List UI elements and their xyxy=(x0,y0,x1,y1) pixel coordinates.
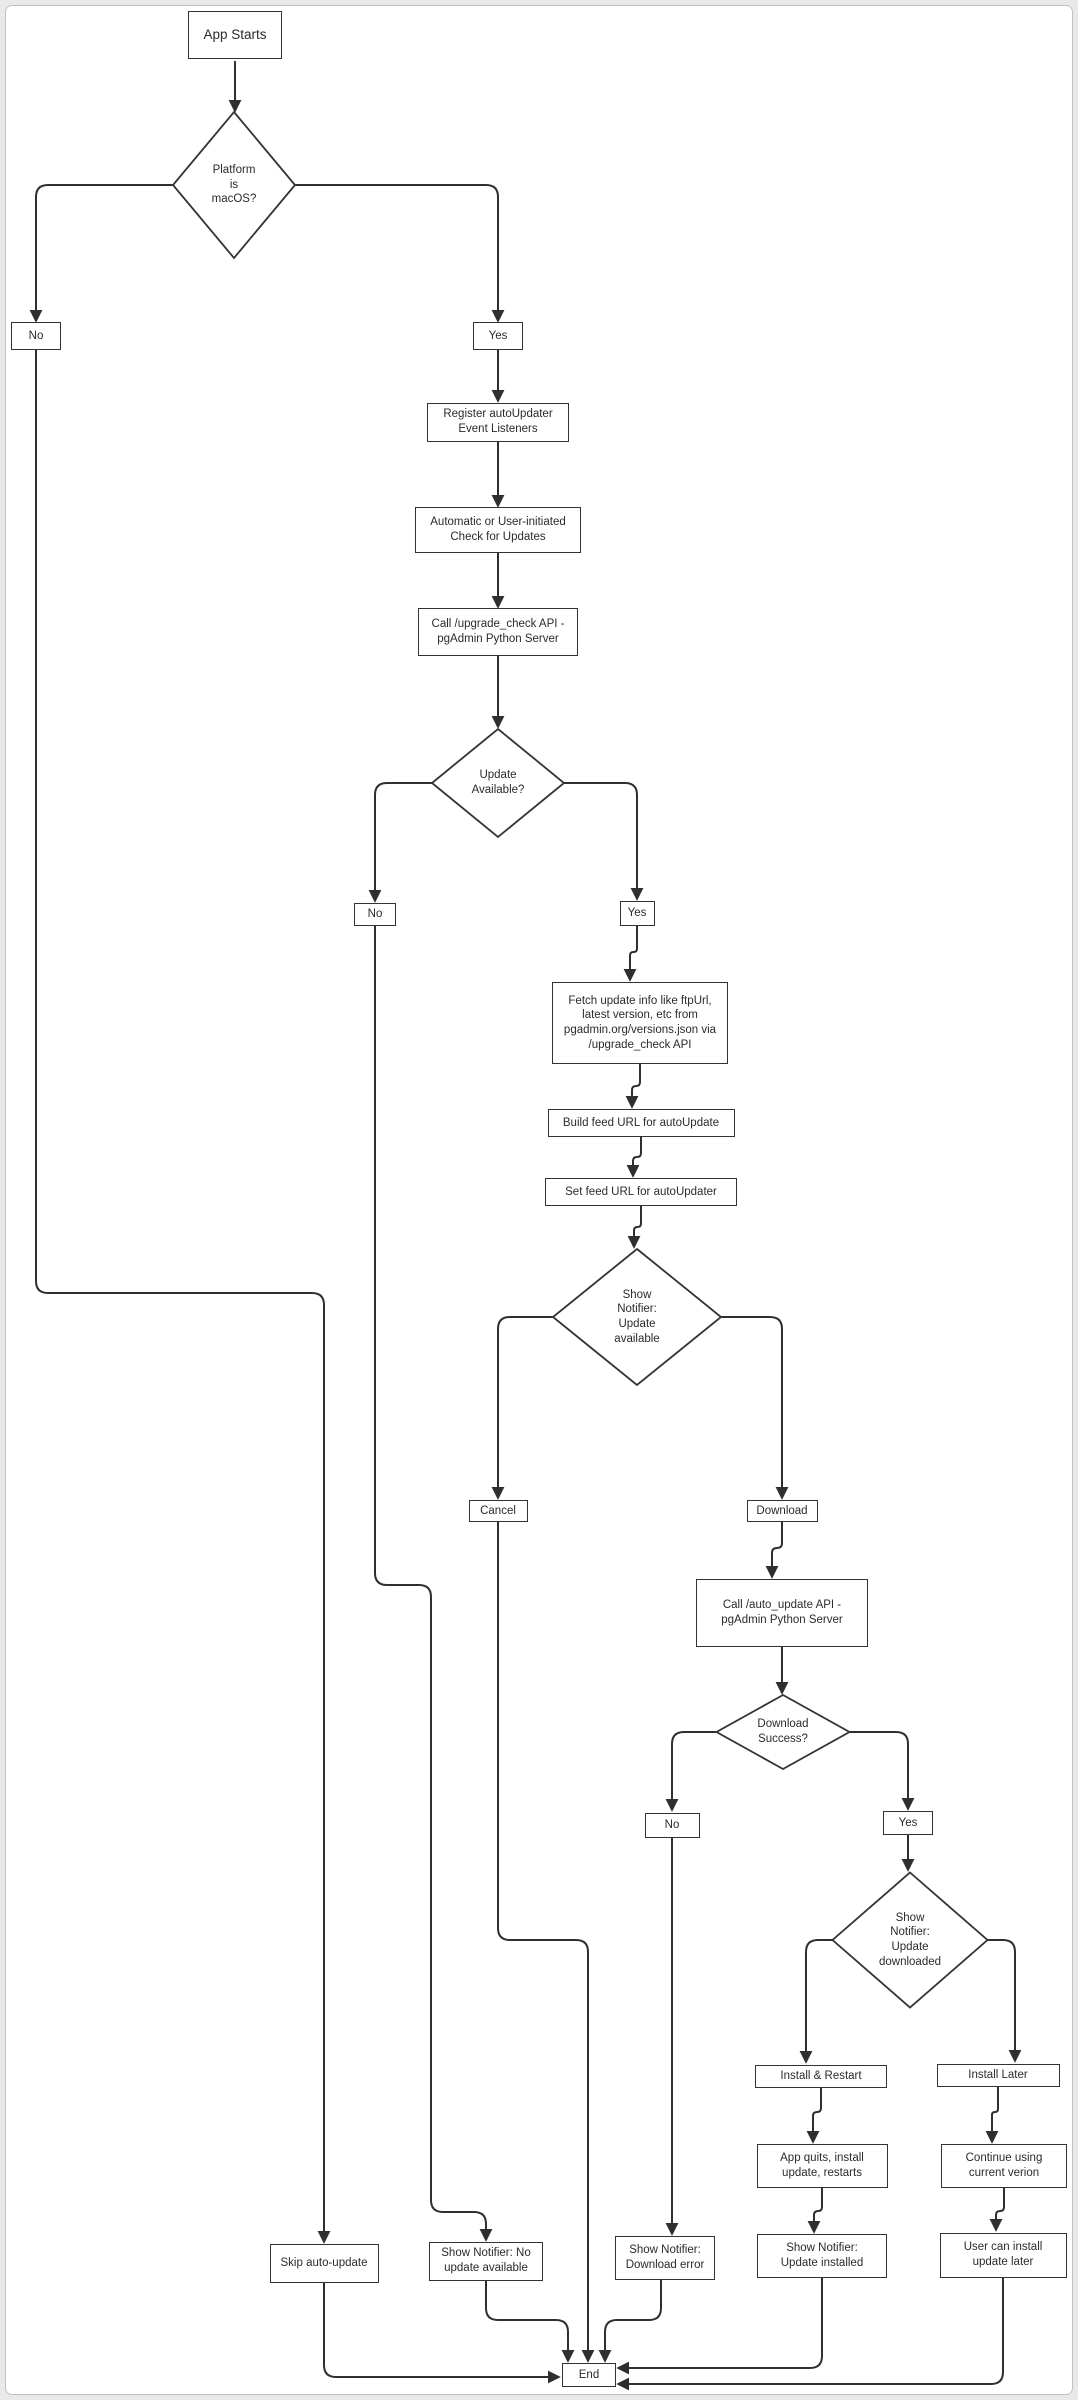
decision-download-success xyxy=(717,1695,850,1769)
node-label-yes-platform xyxy=(473,322,523,350)
node-label-line: Call /auto_update API - xyxy=(722,1599,842,1612)
node-label-line: Update xyxy=(618,1318,656,1330)
node-label-line: Platform xyxy=(212,163,256,176)
node-label-line: No xyxy=(28,329,44,342)
node-app-quits-restarts xyxy=(757,2144,888,2188)
node-label-line: Call /upgrade_check API - xyxy=(431,618,565,631)
node-label-line: pgAdmin Python Server xyxy=(437,633,559,645)
node-call-auto-update-api xyxy=(696,1579,868,1647)
node-label-no-update xyxy=(354,903,396,926)
node-label-line: Success? xyxy=(758,1733,808,1745)
node-label-line: Update installed xyxy=(780,2257,864,2269)
node-label-yes-download xyxy=(883,1811,933,1835)
node-label-line: Update xyxy=(479,769,517,782)
node-label-no-platform xyxy=(11,322,61,350)
node-label-line: Show Notifier: xyxy=(629,2244,701,2257)
node-label-line: update later xyxy=(972,2256,1034,2268)
decision-show-notifier-update-available xyxy=(553,1249,721,1385)
node-label-line: update, restarts xyxy=(782,2167,862,2179)
node-label-line: latest version, etc from xyxy=(582,1009,698,1022)
node-label-line: Yes xyxy=(627,906,647,919)
node-label-line: update available xyxy=(444,2262,528,2274)
node-call-upgrade-check-api xyxy=(418,608,578,656)
node-check-for-updates xyxy=(415,507,581,553)
node-label-line: Fetch update info like ftpUrl, xyxy=(568,994,712,1007)
node-label-line: Event Listeners xyxy=(458,423,538,435)
node-label-line: Notifier: xyxy=(890,1926,930,1939)
node-end xyxy=(562,2363,616,2387)
node-label-line: Skip auto-update xyxy=(280,2256,368,2269)
node-install-and-restart xyxy=(755,2065,887,2088)
node-label-line: Automatic or User-initiated xyxy=(430,516,566,529)
node-label-line: App Starts xyxy=(203,27,267,43)
node-label-line: Yes xyxy=(898,1816,918,1829)
node-label-line: Download xyxy=(757,1718,809,1731)
node-fetch-update-info xyxy=(552,982,728,1064)
node-label-line: available xyxy=(614,1332,660,1345)
node-register-autoupdater-listeners xyxy=(427,403,569,442)
node-label-line: Build feed URL for autoUpdate xyxy=(562,1116,720,1129)
node-label-line: Download xyxy=(756,1504,808,1517)
node-label-line: Register autoUpdater xyxy=(443,408,553,421)
node-label-line: Cancel xyxy=(480,1504,516,1517)
node-label-line: Check for Updates xyxy=(450,531,546,543)
node-label-line: No xyxy=(664,1818,680,1831)
node-label-line: User can install xyxy=(963,2241,1043,2254)
node-label-line: Show Notifier: No xyxy=(441,2247,531,2260)
node-label-line: Notifier: xyxy=(617,1303,657,1316)
node-label-line: downloaded xyxy=(878,1955,942,1968)
node-build-feed-url xyxy=(548,1109,735,1137)
node-label-line: pgadmin.org/versions.json via xyxy=(563,1024,717,1036)
node-label-line: Show xyxy=(622,1288,652,1301)
node-label-line: Continue using xyxy=(965,2152,1043,2165)
node-show-notifier-no-update xyxy=(429,2242,543,2281)
node-label-line: End xyxy=(578,2368,600,2381)
node-label-line: Download error xyxy=(625,2259,705,2271)
node-user-can-install-later xyxy=(940,2233,1067,2278)
decision-update-available xyxy=(432,729,564,837)
node-label-line: Available? xyxy=(471,784,525,796)
node-install-later xyxy=(937,2064,1060,2087)
node-download xyxy=(747,1500,818,1522)
node-app-starts xyxy=(188,11,282,59)
node-continue-current-version xyxy=(941,2144,1067,2188)
node-skip-auto-update xyxy=(270,2244,379,2283)
node-label-line: macOS? xyxy=(211,193,257,206)
node-label-line: Update xyxy=(891,1941,929,1953)
node-show-notifier-update-installed xyxy=(757,2234,887,2278)
node-cancel xyxy=(469,1500,528,1522)
node-set-feed-url xyxy=(545,1178,737,1206)
node-label-yes-update xyxy=(620,901,655,926)
node-show-notifier-download-error xyxy=(615,2236,715,2280)
node-label-no-download xyxy=(645,1813,700,1838)
node-label-line: is xyxy=(229,178,239,191)
node-label-line: Install & Restart xyxy=(780,2069,862,2082)
node-label-line: Yes xyxy=(488,329,508,342)
node-label-line: App quits, install xyxy=(780,2152,864,2165)
node-label-line: pgAdmin Python Server xyxy=(721,1614,843,1626)
node-label-line: current verion xyxy=(968,2167,1040,2179)
decision-show-notifier-update-downloaded xyxy=(833,1873,988,2008)
decision-platform-is-macos xyxy=(173,112,295,258)
node-label-line: Show Notifier: xyxy=(786,2242,858,2255)
node-label-line: Set feed URL for autoUpdater xyxy=(565,1185,717,1198)
node-label-line: No xyxy=(367,907,383,920)
node-label-line: Install Later xyxy=(968,2068,1028,2081)
node-label-line: Show xyxy=(895,1911,925,1924)
node-label-line: /upgrade_check API xyxy=(588,1038,692,1051)
